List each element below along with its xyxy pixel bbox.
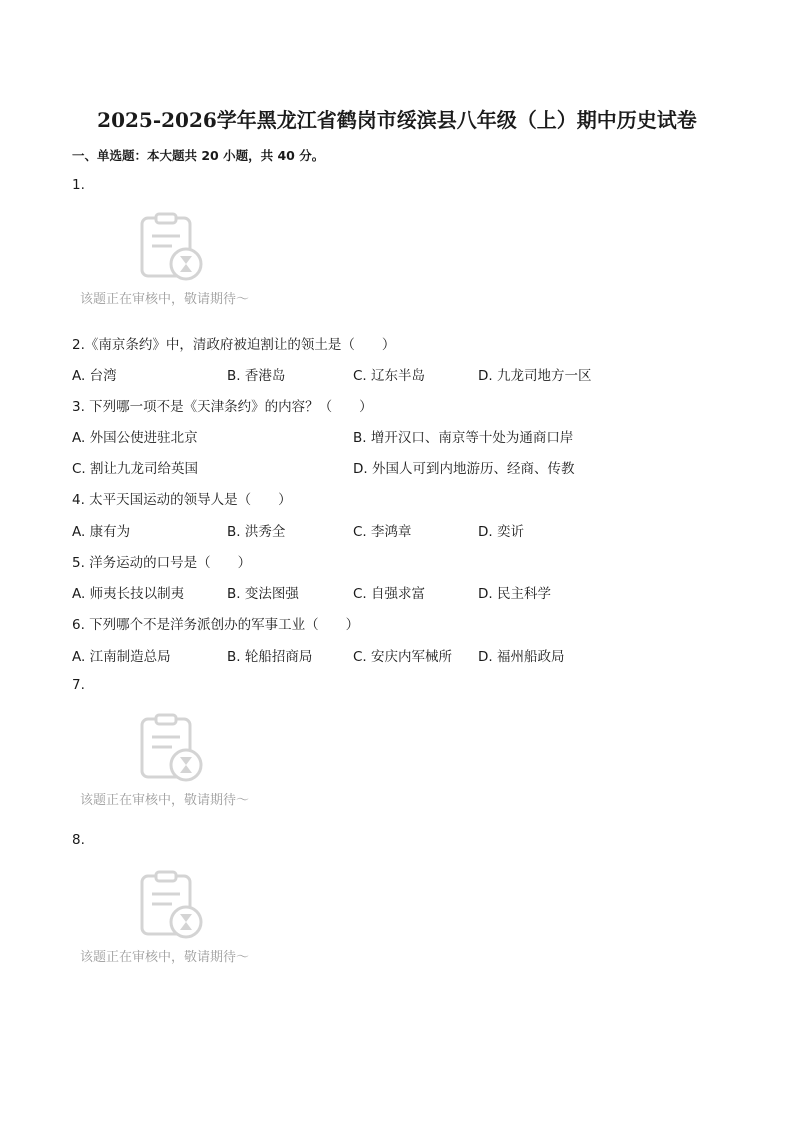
question-4-option-d[interactable]: D. 奕䜣 bbox=[478, 524, 524, 540]
pending-text: 该题正在审核中，敬请期待～ bbox=[80, 950, 250, 965]
question-8-pending bbox=[80, 870, 280, 970]
question-5-option-a[interactable]: A. 师夷长技以制夷 bbox=[72, 586, 185, 602]
question-1-pending bbox=[80, 212, 280, 312]
question-7-pending bbox=[80, 713, 280, 813]
question-5-option-b[interactable]: B. 变法图强 bbox=[227, 586, 299, 602]
clipboard-hourglass-icon bbox=[136, 713, 216, 783]
question-5-option-d[interactable]: D. 民主科学 bbox=[478, 586, 551, 602]
question-5-stem: 5. 洋务运动的口号是（ ） bbox=[72, 555, 252, 571]
exam-title: 2025-2026学年黑龙江省鹤岗市绥滨县八年级（上）期中历史试卷 bbox=[97, 108, 697, 132]
question-3-option-c[interactable]: C. 割让九龙司给英国 bbox=[72, 461, 199, 477]
pending-text: 该题正在审核中，敬请期待～ bbox=[80, 292, 250, 307]
question-6-stem: 6. 下列哪个不是洋务派创办的军事工业（ ） bbox=[72, 617, 360, 633]
section-heading: 一、单选题：本大题共 20 小题，共 40 分。 bbox=[72, 148, 325, 163]
question-4-option-a[interactable]: A. 康有为 bbox=[72, 524, 131, 540]
question-2-option-d[interactable]: D. 九龙司地方一区 bbox=[478, 368, 592, 384]
question-4-option-b[interactable]: B. 洪秀全 bbox=[227, 524, 286, 540]
question-6-option-c[interactable]: C. 安庆内军械所 bbox=[353, 649, 453, 665]
question-3-option-d[interactable]: D. 外国人可到内地游历、经商、传教 bbox=[353, 461, 575, 477]
question-2-option-b[interactable]: B. 香港岛 bbox=[227, 368, 286, 384]
question-6-option-b[interactable]: B. 轮船招商局 bbox=[227, 649, 313, 665]
pending-text: 该题正在审核中，敬请期待～ bbox=[80, 793, 250, 808]
question-8-number: 8. bbox=[72, 832, 85, 848]
question-3-option-b[interactable]: B. 增开汉口、南京等十处为通商口岸 bbox=[353, 430, 574, 446]
question-3-option-a[interactable]: A. 外国公使进驻北京 bbox=[72, 430, 198, 446]
question-4-option-c[interactable]: C. 李鸿章 bbox=[353, 524, 412, 540]
question-6-option-a[interactable]: A. 江南制造总局 bbox=[72, 649, 171, 665]
question-2-option-a[interactable]: A. 台湾 bbox=[72, 368, 117, 384]
question-4-stem: 4. 太平天国运动的领导人是（ ） bbox=[72, 492, 292, 508]
question-2-stem: 2.《南京条约》中，清政府被迫割让的领土是（ ） bbox=[72, 337, 396, 353]
question-6-option-d[interactable]: D. 福州船政局 bbox=[478, 649, 565, 665]
question-1-number: 1. bbox=[72, 177, 85, 193]
question-3-stem: 3. 下列哪一项不是《天津条约》的内容？（ ） bbox=[72, 399, 373, 415]
question-5-option-c[interactable]: C. 自强求富 bbox=[353, 586, 426, 602]
question-2-option-c[interactable]: C. 辽东半岛 bbox=[353, 368, 426, 384]
clipboard-hourglass-icon bbox=[136, 870, 216, 940]
question-7-number: 7. bbox=[72, 677, 85, 693]
clipboard-hourglass-icon bbox=[136, 212, 216, 282]
